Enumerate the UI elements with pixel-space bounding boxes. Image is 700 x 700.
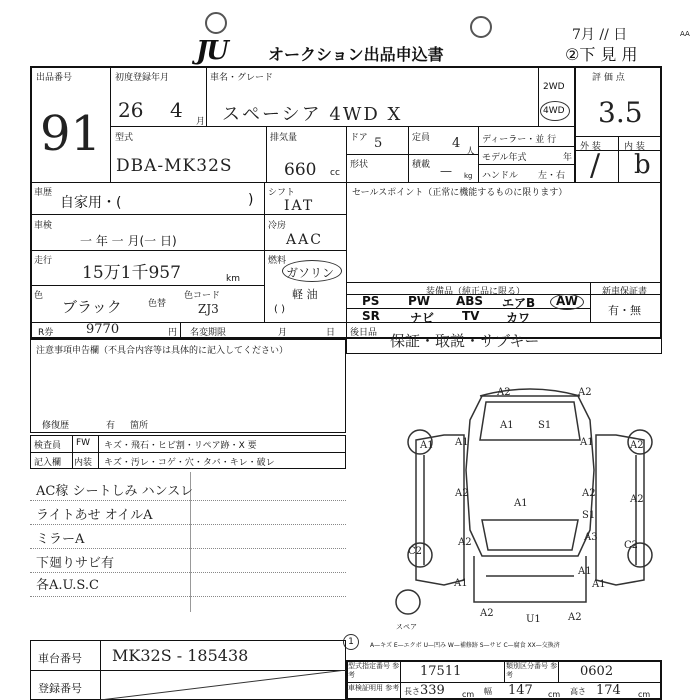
inspector-note-5: 各A.U.S.C [36, 578, 99, 593]
damage-mark-3: A1 [500, 420, 514, 431]
binder-hole-left [205, 12, 227, 34]
damage-mark-1: A2 [497, 387, 511, 398]
capacity-unit: 人 [466, 147, 476, 157]
recycle-value: 9770 [86, 322, 120, 337]
equip-tv: TV [462, 309, 480, 323]
fuel-gasoline: ガソリン [286, 266, 335, 280]
displacement-label: 排気量 [270, 133, 298, 143]
fuel-other: ( ) [274, 304, 285, 315]
inspector-note-2: ライトあせ オイルA [36, 508, 153, 523]
model-label: 型式 [115, 133, 134, 143]
inspector-note-4: 下廻りサビ有 [36, 556, 115, 571]
drive-2wd: 2WD [543, 82, 565, 92]
fuel-gasoline-circle [282, 260, 342, 282]
damage-mark-7: A1 [420, 440, 434, 451]
equip-aw: AW [556, 294, 578, 308]
handle-label: ハンドル [482, 171, 519, 181]
interior-value: b [634, 150, 651, 180]
model-year-unit: 年 [563, 153, 573, 163]
height-unit: cm [638, 690, 651, 699]
chassis-value: MK32S - 185438 [112, 646, 249, 665]
repaint-label: 色替 [148, 299, 167, 309]
repair-location-label: 箇所 [130, 421, 149, 431]
registration-number-strike [100, 670, 346, 700]
damage-mark-20: A1 [592, 579, 606, 590]
registration-month: 4 [170, 98, 183, 122]
rating-value: 3.5 [598, 96, 643, 129]
damage-mark-2: A2 [578, 387, 592, 398]
height-label: 高さ [570, 687, 586, 696]
mileage-value: 15万1千957 [82, 263, 181, 283]
load-unit: kg [464, 172, 473, 180]
interior-label: 内 装 [624, 142, 645, 152]
dealer-label: ディーラー・並 行 [482, 135, 557, 145]
length-value: 339 [420, 683, 445, 698]
shift-value: IAT [284, 198, 315, 214]
damage-mark-22: U1 [526, 614, 541, 625]
recycle-unit: 円 [168, 328, 178, 338]
exterior-value: / [590, 148, 601, 183]
inspector-note-1: AC稼 シートしみ ハンスレ [36, 484, 194, 499]
equip-navi: ナビ [410, 311, 435, 325]
interior-tag: 内装 [74, 458, 93, 468]
length-unit: cm [462, 690, 475, 699]
length-label: 長さ [404, 687, 420, 696]
handle-value: 左・右 [538, 171, 566, 181]
damage-mark-6: A1 [580, 437, 594, 448]
damage-mark-14: A2 [458, 537, 472, 548]
warranty-label: 新車保証書 [602, 287, 648, 297]
binder-hole-right [470, 16, 492, 38]
rating-label: 評 価 点 [592, 73, 625, 83]
width-unit: cm [548, 690, 561, 699]
name-change-label: 名変期限 [190, 328, 227, 338]
fw-tag: FW [76, 438, 91, 448]
mileage-unit: km [226, 274, 240, 284]
color-code-label: 色コード [184, 291, 221, 301]
damage-mark-10: A2 [455, 488, 469, 499]
height-value: 174 [596, 683, 621, 698]
damage-mark-13: A2 [630, 494, 644, 505]
car-name-value: スペーシア 4WD X [222, 104, 403, 125]
name-change-day: 日 [326, 328, 336, 338]
selling-points-label: セールスポイント（正常に機能するものに限ります） [352, 188, 568, 198]
registration-month-unit: 月 [196, 117, 206, 127]
load-label: 積載 [412, 160, 431, 170]
post-equipment-value: 保証・取説・サブキー [390, 332, 540, 350]
form-title: オークション出品申込書 [268, 45, 444, 64]
capacity-label: 定員 [412, 133, 431, 143]
repair-label: 修復歴 [42, 421, 70, 431]
width-value: 147 [508, 683, 533, 698]
notes-label: 注意事項申告欄（不具合内容等は具体的に記入してください） [36, 346, 289, 356]
damage-mark-8: A2 [630, 440, 644, 451]
capacity-value: 4 [452, 136, 461, 151]
equip-abs: ABS [456, 294, 484, 308]
equip-pw: PW [408, 294, 431, 308]
date-field: 7月 // 日 [572, 27, 628, 43]
mileage-label: 走行 [34, 256, 53, 266]
damage-mark-21: A2 [480, 608, 494, 619]
color-label: 色 [34, 291, 44, 301]
repair-value: 有 [106, 421, 116, 431]
displacement-unit: cc [330, 168, 340, 178]
fw-text: キズ・飛石・ヒビ割・リペア跡・X 要 [104, 441, 257, 451]
equip-aw-circle [550, 294, 584, 310]
car-damage-diagram [394, 380, 666, 630]
post-equipment-label: 後日品 [350, 328, 378, 338]
damage-mark-4: S1 [538, 420, 552, 431]
equip-leather: カワ [506, 311, 531, 325]
inspector-label-1: 検査員 [34, 441, 62, 451]
load-value: — [440, 164, 452, 178]
inspector-note-3: ミラーA [36, 532, 85, 547]
ac-value: AAC [286, 232, 323, 248]
damage-mark-15: A3 [584, 532, 598, 543]
damage-mark-9: A1 [514, 498, 528, 509]
ju-logo: JU [196, 36, 227, 66]
inspection-value: 一 年 一 月(一 日) [80, 234, 177, 248]
sheet-type-label: ②下 見 用 [565, 45, 638, 64]
shift-label: シフト [268, 188, 296, 198]
color-code-value: ZJ3 [198, 302, 219, 316]
shape-label: 形状 [350, 160, 369, 170]
car-name-label: 車名・グレード [210, 73, 274, 83]
width-label: 幅 [484, 687, 492, 696]
ac-label: 冷房 [268, 221, 287, 231]
drive-4wd-circle [540, 101, 570, 121]
name-change-month: 月 [278, 328, 288, 338]
exterior-label: 外 装 [580, 142, 601, 152]
lot-value: 91 [40, 106, 102, 162]
damage-mark-17: C2 [624, 540, 639, 551]
warranty-value: 有・無 [608, 304, 641, 317]
registration-year: 26 [118, 98, 144, 122]
date-suffix: AA [680, 30, 690, 38]
equipment-label: 装備品（純正品に限る） [426, 287, 526, 297]
usage-value: 自家用・( [60, 195, 122, 211]
usage-paren-close: ) [248, 192, 254, 208]
fuel-label: 燃料 [268, 256, 287, 266]
damage-mark-23: A2 [568, 612, 582, 623]
damage-mark-12: S1 [582, 510, 596, 521]
fuel-diesel: 軽 油 [292, 288, 318, 301]
damage-mark-11: A2 [582, 488, 596, 499]
page-marker: 1 [343, 634, 359, 650]
class-number-value: 0602 [580, 664, 614, 679]
lot-label: 出品番号 [36, 73, 73, 83]
interior-text: キズ・汚レ・コゲ・穴・タバ・キレ・破レ [104, 458, 275, 468]
displacement-value: 660 [284, 160, 317, 180]
type-number-value: 17511 [420, 664, 462, 679]
equip-ps: PS [362, 294, 380, 308]
model-value: DBA-MK32S [116, 156, 233, 176]
damage-mark-16: C2 [408, 546, 423, 557]
usage-label: 車歴 [34, 188, 53, 198]
cert-label: 車検証明用 参考 [348, 684, 400, 692]
model-year-label: モデル年式 [482, 153, 527, 163]
doors-label: ドア [350, 133, 368, 143]
damage-mark-18: A1 [454, 578, 468, 589]
inspector-label-2: 記入欄 [34, 458, 62, 468]
color-value: ブラック [62, 298, 122, 316]
equip-airbag: エアB [502, 296, 536, 310]
damage-legend: A—キズ E—エクボ U—凹み W—補修跡 S—サビ C—腐食 XX—交換済 [370, 642, 560, 649]
damage-mark-5: A1 [455, 437, 469, 448]
recycle-label: R券 [38, 328, 54, 338]
inspection-label: 車検 [34, 221, 53, 231]
class-number-label: 類別区分番号 参考 [506, 662, 558, 679]
chassis-label: 車台番号 [38, 652, 82, 665]
type-number-label: 型式指定番号 参考 [348, 662, 400, 679]
drive-4wd: 4WD [543, 106, 565, 116]
doors-value: 5 [374, 136, 383, 151]
registration-number-label: 登録番号 [38, 682, 82, 695]
equip-sr: SR [362, 309, 380, 323]
spare-label: スペア [396, 623, 417, 631]
registration-label: 初度登録年月 [115, 73, 170, 83]
damage-mark-19: A1 [578, 566, 592, 577]
